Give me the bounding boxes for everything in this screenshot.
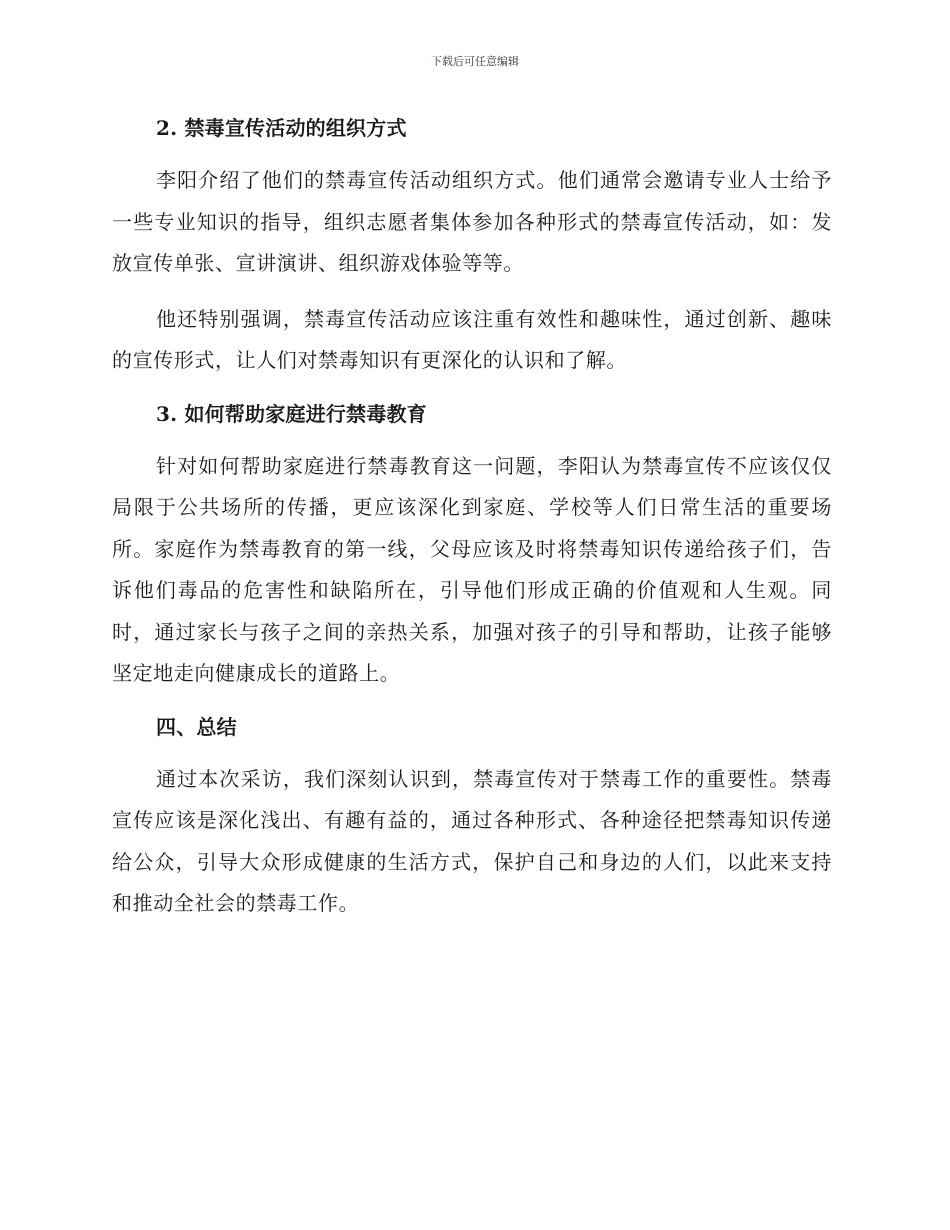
paragraph-effectiveness: 他还特别强调，禁毒宣传活动应该注重有效性和趣味性，通过创新、趣味的宣传形式，让人们对禁毒知识有更深化的认识和了解。 <box>112 306 832 372</box>
section-heading-family-education: 3. 如何帮助家庭进行禁毒教育 <box>156 401 427 426</box>
section-heading-summary: 四、总结 <box>156 714 237 739</box>
paragraph-organization-methods: 李阳介绍了他们的禁毒宣传活动组织方式。他们通常会邀请专业人士给予一些专业知识的指导，组织志愿者集体参加各种形式的禁毒宣传活动，如：发放宣传单张、宣讲演讲、组织游戏体验等等。 <box>112 168 832 275</box>
section-heading-organization: 2. 禁毒宣传活动的组织方式 <box>156 116 407 140</box>
document-body <box>112 110 832 939</box>
page-header: 下载后可任意编辑 <box>431 55 519 68</box>
paragraph-family-education: 针对如何帮助家庭进行禁毒教育这一问题，李阳认为禁毒宣传不应该仅仅局限于公共场所的传播，更应该深化到家庭、学校等人们日常生活的重要场所。家庭作为禁毒教育的第一线，父母应该及时将禁毒知识传递给孩子们，告诉他们毒品的危害性和缺陷所在，引导他们形成正确的价值观和人生观。同时，通过家长与孩子之间的亲热关系，加强对孩子的引导和帮助，让孩子能够坚定地走向健康成长的道路上。 <box>112 453 832 685</box>
paragraph-summary: 通过本次采访，我们深刻认识到，禁毒宣传对于禁毒工作的重要性。禁毒宣传应该是深化浅出、有趣有益的，通过各种形式、各种途径把禁毒知识传递给公众，引导大众形成健康的生活方式，保护自己和身边的人们，以此来支持和推动全社会的禁毒工作。 <box>112 766 832 915</box>
